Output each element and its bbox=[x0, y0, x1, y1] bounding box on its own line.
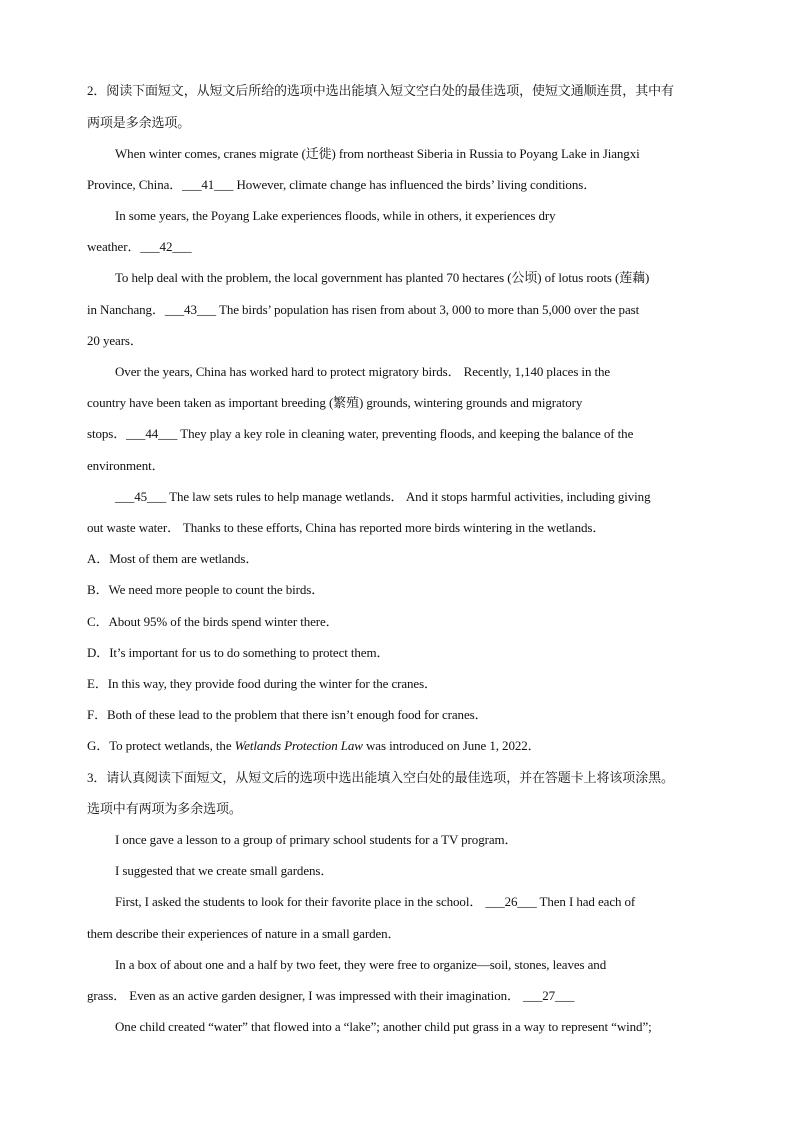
q2-option-g-law-title: Wetlands Protection Law bbox=[234, 738, 363, 753]
q3-passage-line: One child created “water” that flowed into a “lake”; another child put grass in a way to represent “wind”; bbox=[115, 1019, 652, 1034]
q3-passage-line: In a box of about one and a half by two feet, they were free to organize—soil, stones, leaves and bbox=[115, 957, 607, 972]
q2-instruction-line-2: 两项是多余选项。 bbox=[87, 115, 191, 130]
q2-passage-line: Province, China．___41___ However, climate change has influenced the birds’ living conditions． bbox=[87, 177, 597, 192]
q3-passage-line: First, I asked the students to look for their favorite place in the school． ___26___ Then I had each of bbox=[115, 894, 636, 909]
q2-passage-line: In some years, the Poyang Lake experiences floods, while in others, it experiences dry bbox=[115, 208, 556, 223]
q2-option-d: D．It’s important for us to do something to protect them． bbox=[87, 645, 390, 660]
q2-option-a: A．Most of them are wetlands． bbox=[87, 551, 259, 566]
q2-passage-line: 20 years． bbox=[87, 333, 143, 348]
q2-instruction-line-1: 2．阅读下面短文，从短文后所给的选项中选出能填入短文空白处的最佳选项，使短文通顺连贯，其中有 bbox=[87, 83, 674, 98]
q2-passage-line: in Nanchang．___43___ The birds’ population has risen from about 3, 000 to more than 5,000 over the past bbox=[87, 302, 640, 317]
q2-passage-line: country have been taken as important breeding (繁殖) grounds, wintering grounds and migratory bbox=[87, 395, 583, 410]
q2-passage-line: When winter comes, cranes migrate (迁徙) from northeast Siberia in Russia to Poyang Lake in Jiangxi bbox=[115, 146, 640, 161]
q3-passage-line: I once gave a lesson to a group of primary school students for a TV program． bbox=[115, 832, 518, 847]
q2-passage-line: weather．___42___ bbox=[87, 239, 192, 254]
q2-option-g-text: G．To protect wetlands, the bbox=[87, 738, 235, 753]
q2-passage-line: environment． bbox=[87, 458, 165, 473]
q3-instruction-line-2: 选项中有两项为多余选项。 bbox=[87, 801, 242, 816]
q2-passage-line: Over the years, China has worked hard to protect migratory birds． Recently, 1,140 places in the bbox=[115, 364, 611, 379]
q3-passage-line: them describe their experiences of nature in a small garden． bbox=[87, 926, 401, 941]
q2-passage-line: stops．___44___ They play a key role in cleaning water, preventing floods, and keeping the balance of the bbox=[87, 426, 634, 441]
q2-option-e: E．In this way, they provide food during the winter for the cranes． bbox=[87, 676, 437, 691]
q2-option-g bbox=[87, 737, 717, 755]
q2-passage-line: ___45___ The law sets rules to help manage wetlands． And it stops harmful activities, including giving bbox=[115, 489, 651, 504]
q2-option-f: F．Both of these lead to the problem that there isn’t enough food for cranes． bbox=[87, 707, 488, 722]
q2-passage-line: To help deal with the problem, the local government has planted 70 hectares (公顷) of lotus roots (莲藕) bbox=[115, 270, 650, 285]
q2-passage-line: out waste water． Thanks to these efforts, China has reported more birds wintering in the wetlands． bbox=[87, 520, 606, 535]
q3-passage-line: grass． Even as an active garden designer, I was impressed with their imagination． ___27___ bbox=[87, 988, 575, 1003]
q3-passage-line: I suggested that we create small gardens． bbox=[115, 863, 334, 878]
q3-instruction-line-1: 3．请认真阅读下面短文，从短文后的选项中选出能填入空白处的最佳选项，并在答题卡上将该项涂黑。 bbox=[87, 770, 674, 785]
q2-option-g-text-end: was introduced on June 1, 2022． bbox=[362, 738, 541, 753]
q2-option-c: C．About 95% of the birds spend winter there． bbox=[87, 614, 339, 629]
q2-option-b: B．We need more people to count the birds． bbox=[87, 582, 325, 597]
